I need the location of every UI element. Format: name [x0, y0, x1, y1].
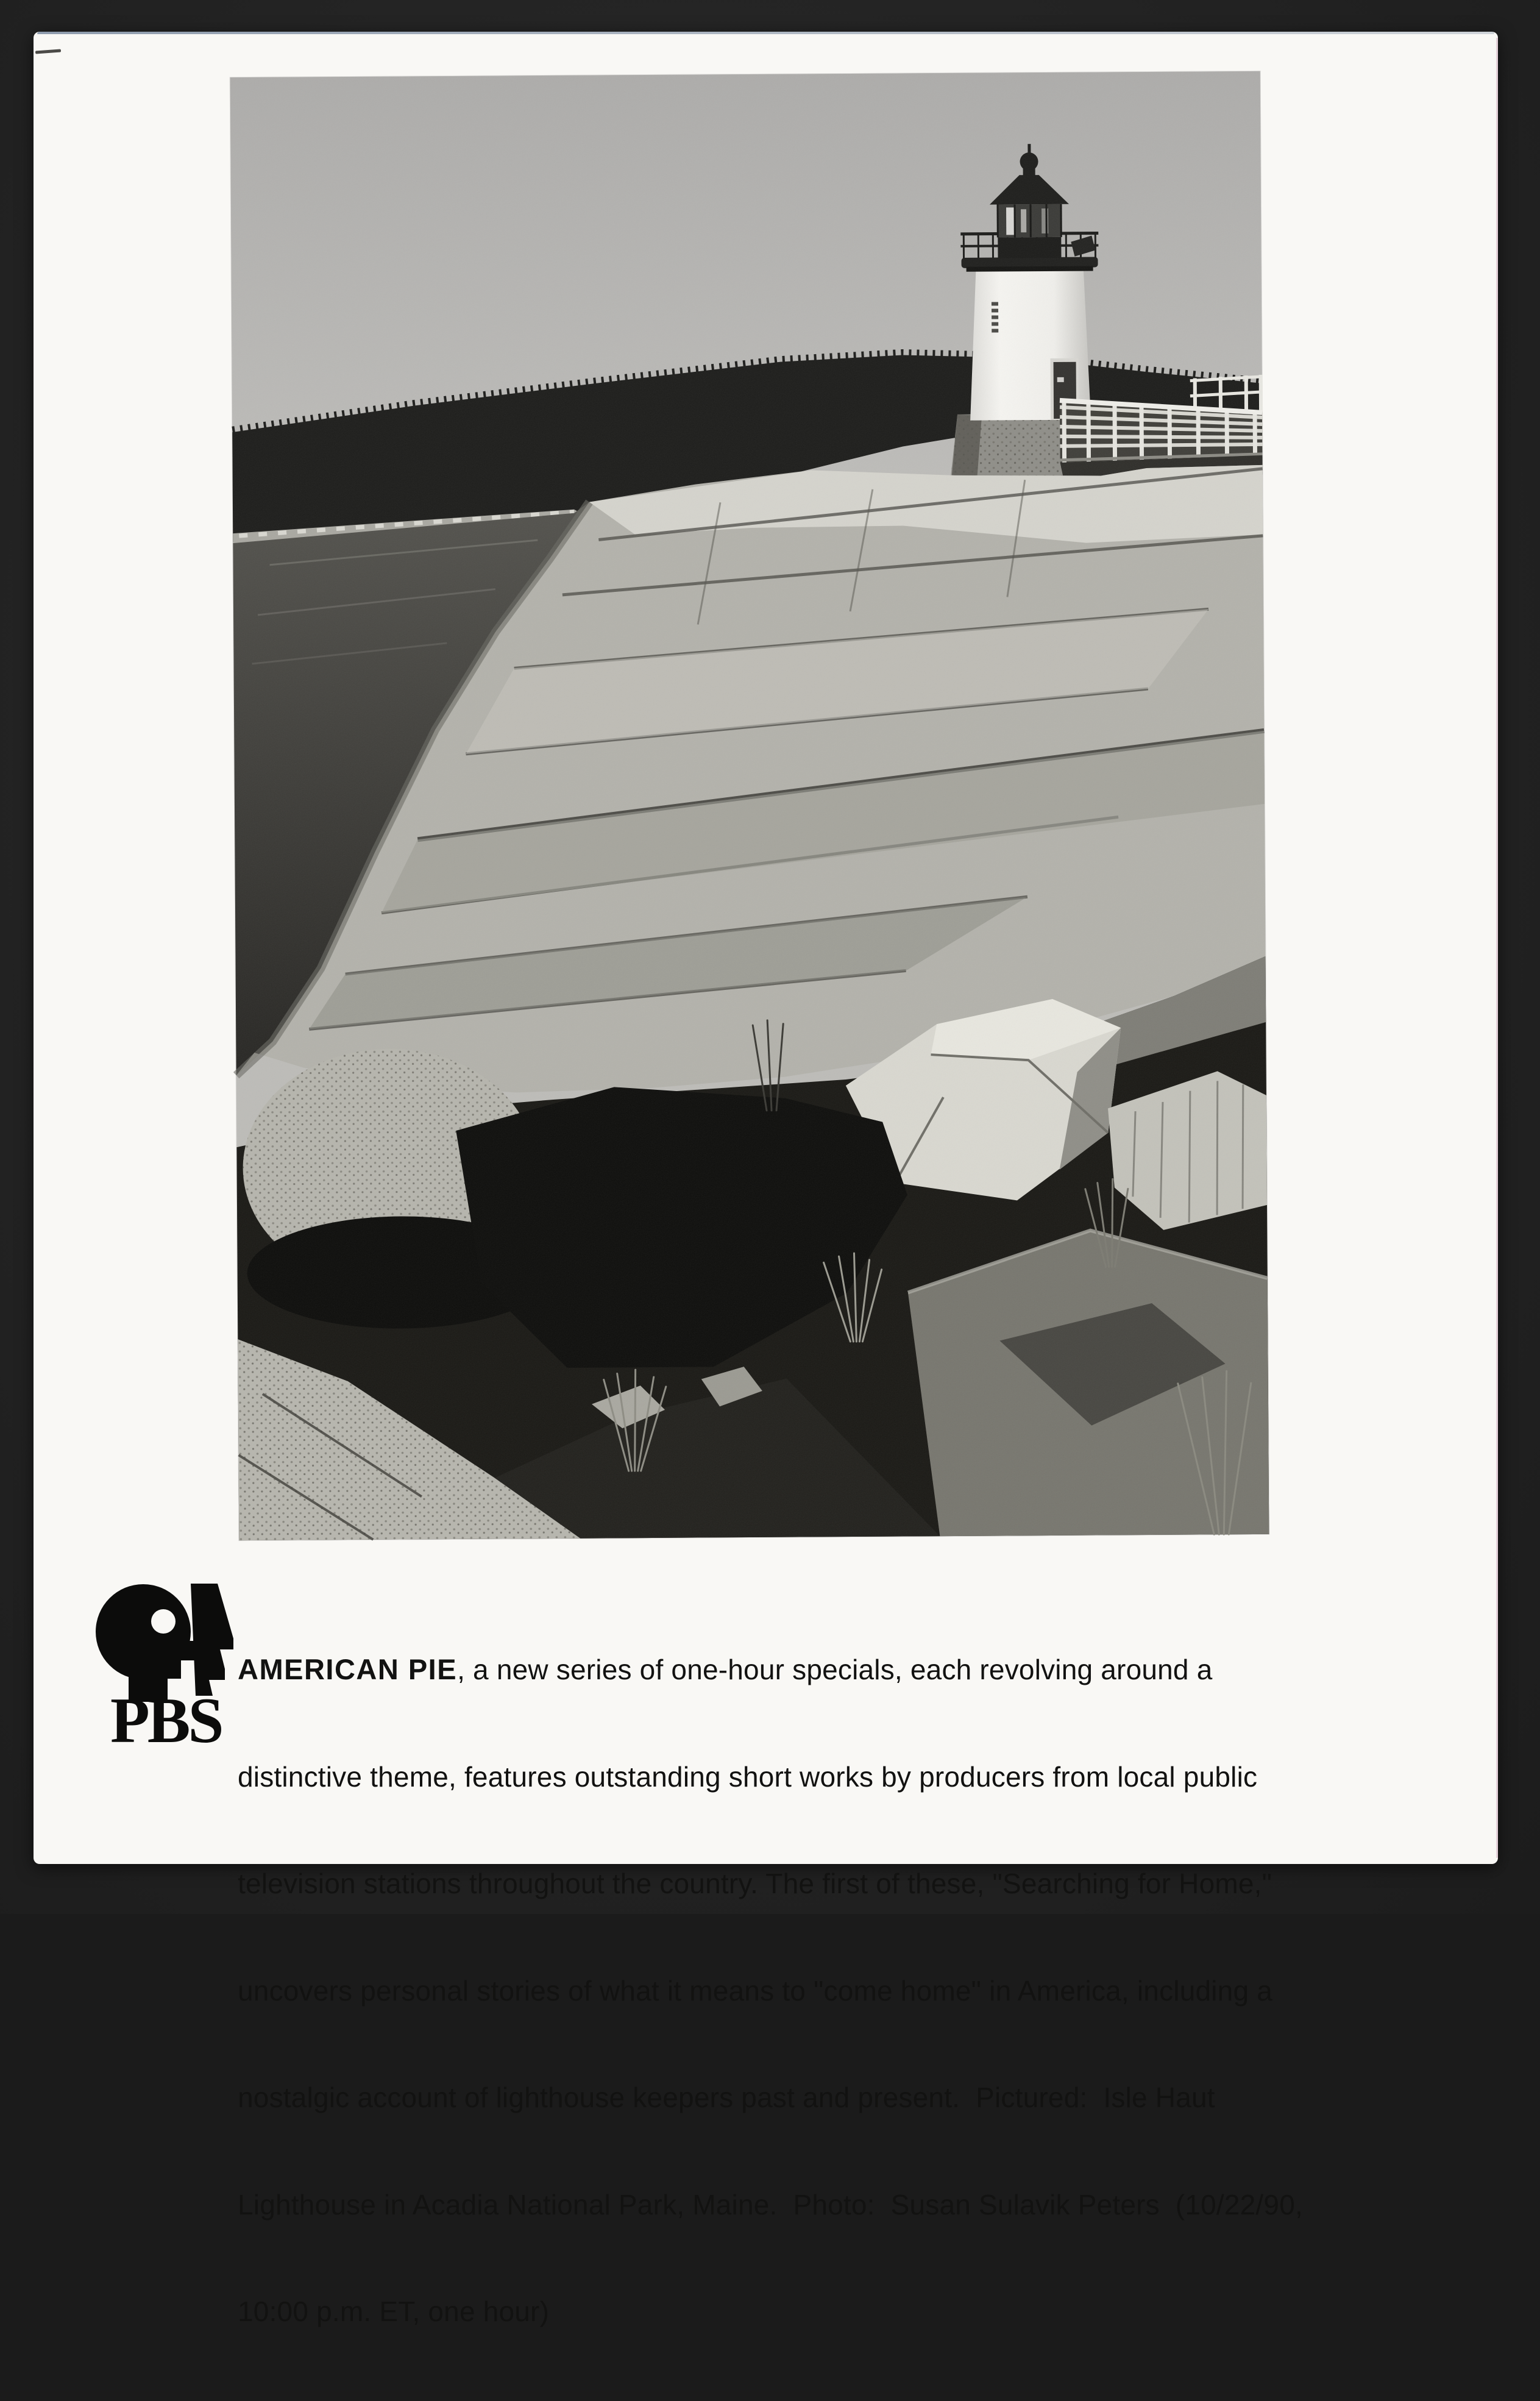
caption-line-6: Lighthouse in Acadia National Park, Maine. Photo: Susan Sulavik Peters (10/22/90, [238, 2188, 1303, 2221]
pbs-logo-text: PBS [110, 1685, 222, 1756]
caption-line-4: uncovers personal stories of what it means to "come home" in America, including a [238, 1974, 1273, 2007]
caption-line-3: television stations throughout the country. The first of these, "Searching for Home," [238, 1868, 1272, 1899]
caption-line-1-rest: , a new series of one-hour specials, each revolving around a [457, 1654, 1213, 1685]
series-title: AMERICAN PIE [238, 1653, 458, 1685]
caption-line-7: 10:00 p.m. ET, one hour) [238, 2296, 550, 2327]
photo-scene [230, 71, 1269, 1540]
caption-line-5: nostalgic account of lighthouse keepers past and present. Pictured: Isle Haut [238, 2082, 1215, 2113]
film-grain [230, 71, 1269, 1540]
caption [238, 1581, 1457, 2401]
caption-line-2: distinctive theme, features outstanding short works by producers from local public [238, 1760, 1258, 1793]
paper-scratch [35, 49, 61, 54]
lighthouse-photograph [230, 71, 1269, 1540]
photo-paper [34, 32, 1498, 2327]
caption-line-1 [238, 1652, 1457, 1688]
